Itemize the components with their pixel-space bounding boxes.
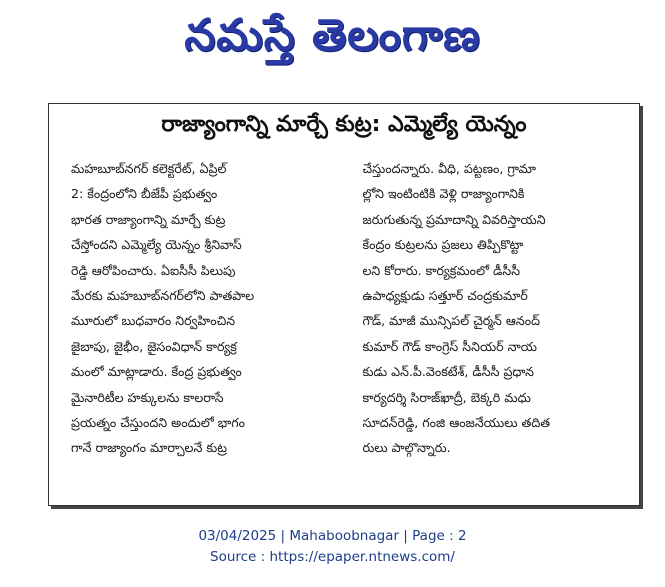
masthead-title: నమస్తే తెలంగాణ (184, 10, 481, 61)
column-left-text (71, 156, 335, 461)
article-column-left (71, 156, 335, 501)
article-clipping (48, 103, 640, 506)
article-line: మూరులో బుధవారం నిర్వహించిన (71, 313, 236, 329)
footer-date-line: 03/04/2025 | Mahaboobnagar | Page : 2 (198, 528, 467, 544)
article-column-right (363, 156, 627, 501)
article-line: ల్లోని ఇంటింటికి వెళ్లి రాజ్యాంగానికి (362, 186, 525, 202)
article-line: కుమార్ గౌడ్ కాంగ్రెస్ సీనియర్ నాయ (362, 338, 537, 354)
article-line: గానే రాజ్యాంగం మార్చాలనే కుట్ర (71, 440, 227, 456)
article-line: చేస్తుందన్నారు. వీధి, పట్టణం, గ్రామా (362, 161, 536, 176)
article-line: జరుగుతున్న ప్రమాదాన్ని వివరిస్తాయని (362, 211, 546, 227)
article-line: కేంద్రం కుట్రలను ప్రజలు తిప్పికొట్టా (362, 237, 524, 253)
article-line: సూదన్‌రెడ్డి, గంజి ఆంజనేయులు తదిత (362, 415, 551, 431)
article-line: చేస్తోందని ఎమ్మెల్యే యెన్నం శ్రీనివాస్ (71, 237, 242, 253)
article-line: లని కోరారు. కార్యక్రమంలో డీసీసీ (362, 262, 521, 278)
article-line: జైబాపు, జైభీం, జైసంవిధాన్ కార్యక్ర (71, 338, 237, 354)
article-line: మేరకు మహబూబ్‌నగర్‌లోని పాతపాల (71, 288, 255, 304)
article-line: గౌడ్, మాజీ మున్సిపల్ చైర్మన్ ఆనంద్ (362, 313, 541, 329)
article-line: కార్యదర్శి సిరాజ్‌ఖాద్రీ, బెక్కరి మధు (362, 389, 531, 405)
column-right-text (363, 156, 627, 461)
article-line: ప్రయత్నం చేస్తుందని అందులో భాగం (71, 415, 246, 431)
article-line: మహబూబ్‌నగర్ కలెక్టరేట్, ఏప్రిల్ (71, 161, 227, 176)
article-line: రెడ్డి ఆరోపించారు. ఏఐసీసీ పిలుపు (71, 262, 236, 278)
article-line: 2: కేంద్రంలోని బీజేపీ ప్రభుత్వం (71, 186, 218, 202)
article-line: భారత రాజ్యాంగాన్ని మార్చే కుట్ర (71, 211, 226, 227)
article-line: ఉపాధ్యక్షుడు సత్తూర్ చంద్రకుమార్ (362, 288, 528, 304)
article-line: మైనారిటీల హక్కులను కాలరాసే (71, 389, 224, 405)
article-line: రులు పాల్గొన్నారు. (362, 440, 451, 456)
footer-source-line: Source : https://epaper.ntnews.com/ (210, 549, 455, 565)
article-headline: రాజ్యాంగాన్ని మార్చే కుట్ర: ఎమ్మెల్యే యెన్నం (161, 112, 527, 137)
article-body (71, 156, 626, 501)
article-line: మంలో మాట్లాడారు. కేంద్ర ప్రభుత్వం (71, 364, 242, 380)
article-line: కుడు ఎన్.పీ.వెంకటేశ్, డీసీసీ ప్రధాన (362, 364, 534, 380)
newspaper-masthead (0, 0, 665, 82)
